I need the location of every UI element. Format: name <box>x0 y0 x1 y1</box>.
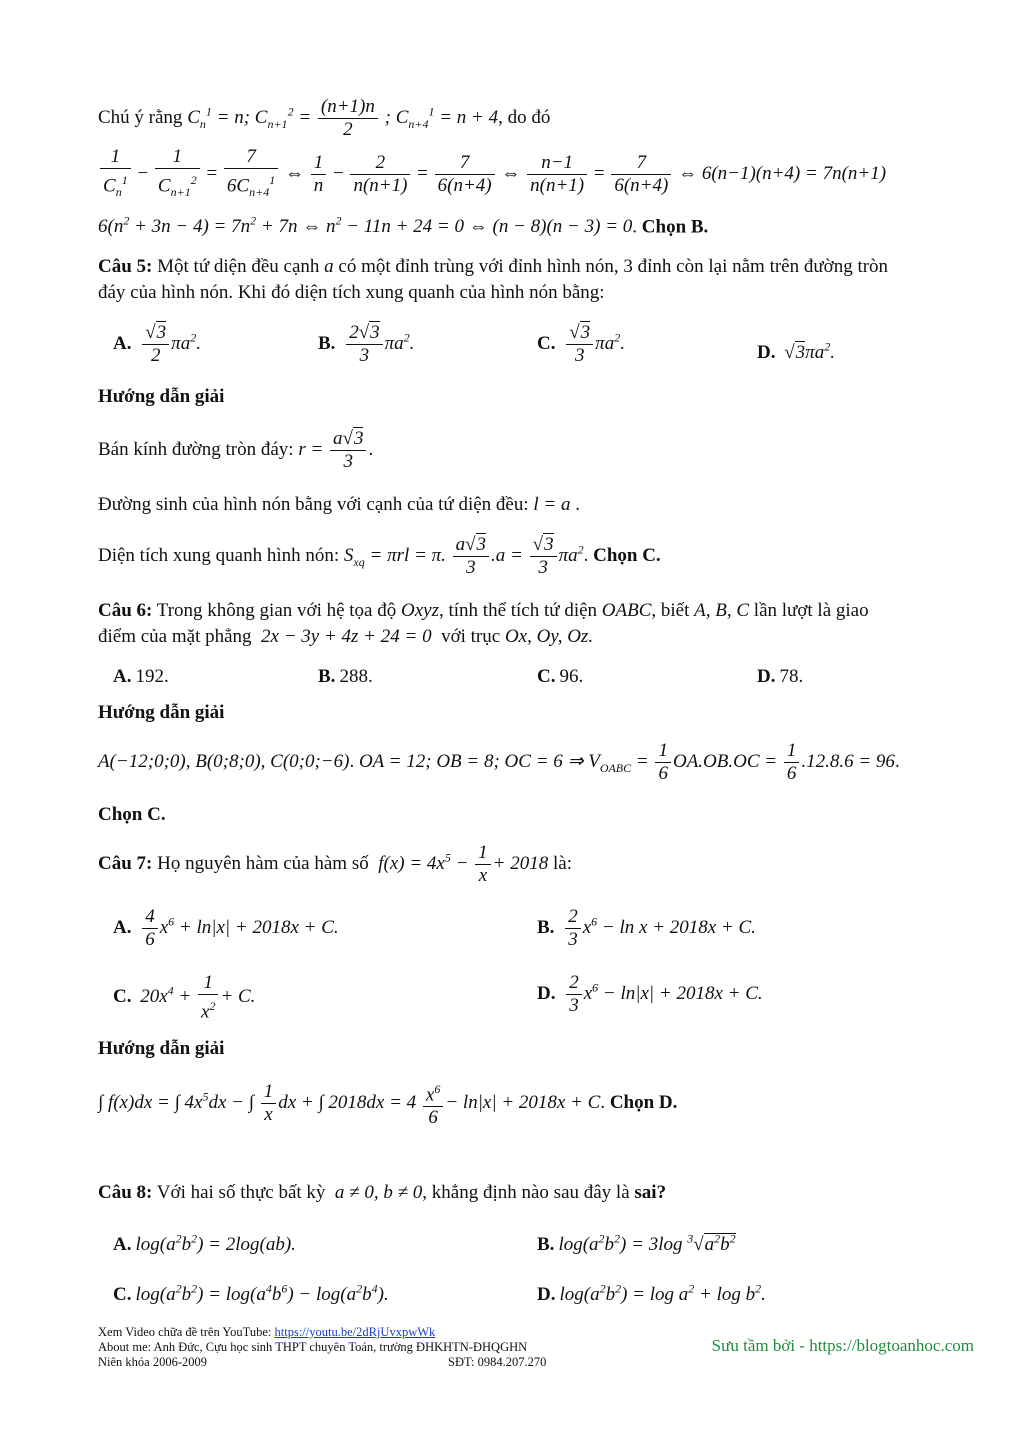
q5-solution-2: Đường sinh của hình nón bằng với cạnh của tứ diện đều: l = a . <box>98 494 580 515</box>
credit-text: Sưu tầm bởi - https://blogtoanhoc.com <box>711 1336 974 1355</box>
q8-option-a[interactable]: A. $\log(a^2b^2) = 2\log(ab)$. <box>113 1232 296 1256</box>
q6-solution: A(−12;0;0), B(0;8;0), C(0;0;−6). OA = 12; OB = 8; OC = 6 ⇒ $V_{OABC}$ = $\frac{1}{6}$ OA.OB.OC = $\frac{1}{6}$ .12.8.6 = 96. <box>98 740 900 784</box>
q6-option-c[interactable]: C. 96. <box>537 666 584 687</box>
q5-solution-1: Bán kính đường tròn đáy: r = $\frac{a√3}{3}$ . <box>98 428 374 472</box>
q6-option-b[interactable]: B. 288. <box>318 666 373 687</box>
q5-option-d[interactable]: D. $√3\pi a^2$. <box>757 340 835 364</box>
q5-text-2: đáy của hình nón. Khi đó diện tích xung quanh của hình nón bằng: <box>98 282 605 303</box>
q6-choose: Chọn C. <box>98 804 166 825</box>
q5-solution-3: Diện tích xung quanh hình nón: $S_{xq} = \pi rl = \pi$. $\frac{a√3}{3}$ .a = $\frac{√3}{3}$ $\pi a^2$. Chọn C. <box>98 534 661 578</box>
q7-solution: ∫ f(x)dx = ∫ $4x^5dx$ − ∫ $\frac{1}{x}$ dx + ∫ 2018dx = 4 $\frac{x^6}{6}$ − ln|x| + 2018x + C. Chọn D. <box>98 1078 964 1129</box>
q7-guide-heading: Hướng dẫn giải <box>98 1038 225 1059</box>
q7-text: Câu 7: Họ nguyên hàm của hàm số $f(x) = 4x^5$ − $\frac{1}{x}$ + 2018 là: <box>98 842 572 886</box>
q7-option-b[interactable]: B. $\frac{2}{3}$ $x^6 - \ln x + 2018x + C$. <box>537 906 756 950</box>
q5-option-a[interactable]: A. $\frac{√3}{2}$ $\pi a^2$. <box>113 322 201 366</box>
q7-option-c[interactable]: C. $20x^4$ + $\frac{1}{x^2}$ + C. <box>113 972 256 1023</box>
q6-option-d[interactable]: D. 78. <box>757 666 804 687</box>
equation-line-2: $6(n^2 + 3n - 4) = 7n^2 + 7n$ ⇔ $n^2 - 11n + 24 = 0$ ⇔ (n − 8)(n − 3) = 0. Chọn B. <box>98 214 709 238</box>
footer-video: Xem Video chữa đề trên YouTube: https://youtu.be/2dRjUvxpwWk <box>98 1325 436 1339</box>
footer-years: Niên khóa 2006-2009 <box>98 1355 208 1369</box>
q8-text: Câu 8: Với hai số thực bất kỳ a ≠ 0, b ≠ 0, khẳng định nào sau đây là sai? <box>98 1182 667 1203</box>
q6-guide-heading: Hướng dẫn giải <box>98 702 225 723</box>
q6-text: Câu 6: Trong không gian với hệ tọa độ Oxyz, tính thể tích tứ diện OABC, biết A, B, C lần lượt là giao <box>98 600 869 621</box>
footer-about: About me: Anh Đức, Cựu học sinh THPT chuyên Toán, trường ĐHKHTN-ĐHQGHN <box>98 1340 528 1354</box>
q7-option-a[interactable]: A. $\frac{4}{6}$ $x^6 + \ln|x| + 2018x + C$. <box>113 906 339 950</box>
q8-option-d[interactable]: D. $\log(a^2b^2) = \log a^2 + \log b^2$. <box>537 1282 766 1306</box>
q5-option-b[interactable]: B. $\frac{2√3}{3}$ $\pi a^2$. <box>318 322 415 366</box>
q5-option-c[interactable]: C. $\frac{√3}{3}$ $\pi a^2$. <box>537 322 625 366</box>
intro-line: Chú ý rằng $C_n^1 = n$; $C_{n+1}^2$ = $\frac{(n+1)n}{2}$ ; $C_{n+4}^1 = n + 4$, do đó <box>98 96 551 140</box>
q8-option-b[interactable]: B. $\log(a^2b^2) = 3\log$ $^3√a^2b^2$ <box>537 1232 736 1256</box>
q6-text-2: điểm của mặt phẳng 2x − 3y + 4z + 24 = 0 với trục Ox, Oy, Oz. <box>98 626 594 647</box>
q6-option-a[interactable]: A. 192. <box>113 666 169 687</box>
q5-guide-heading: Hướng dẫn giải <box>98 386 225 407</box>
q7-option-d[interactable]: D. $\frac{2}{3}$ $x^6 - \ln|x| + 2018x + C$. <box>537 972 763 1016</box>
youtube-link[interactable]: https://youtu.be/2dRjUvxpwWk <box>274 1325 436 1339</box>
equation-line: $\frac{1}{C_n^1}$ − $\frac{1}{C_{n+1}^2}$ = $\frac{7}{6C_{n+4}^1}$ ⇔ $\frac{1}{n}$ − $\frac{2}{n(n+1)}$ = $\frac{7}{6(n+4)}$ ⇔ $\frac{n-1}{n(n+1)}$ = $\frac{7}{6(n+4)}$ ⇔ 6(n−1)(n+4) = 7n(n+1) <box>98 146 964 203</box>
footer-phone: SĐT: 0984.207.270 <box>448 1355 547 1369</box>
q5-text: Câu 5: Một tứ diện đều cạnh a có một đỉnh trùng với đỉnh hình nón, 3 đỉnh còn lại nằm trên đường tròn <box>98 256 889 277</box>
q8-option-c[interactable]: C. $\log(a^2b^2) = \log(a^4b^6) - \log(a^2b^4)$. <box>113 1282 389 1306</box>
